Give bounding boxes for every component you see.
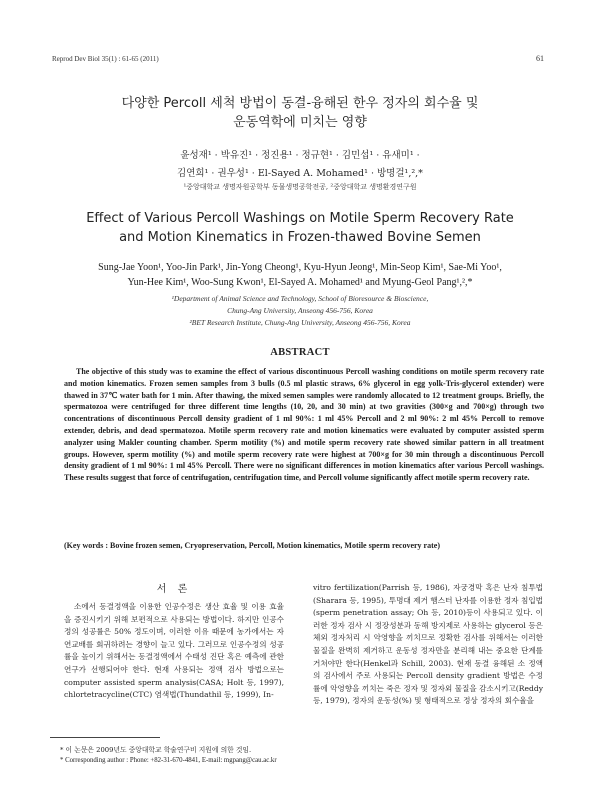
english-title-line1: Effect of Various Percoll Washings on Motile Sperm Recovery Rate (86, 211, 514, 226)
funding-footnote: * 이 논문은 2009년도 중앙대학교 학술연구비 지원에 의한 것임. (60, 746, 252, 754)
corresponding-author-footnote: * Corresponding author : Phone: +82-31-670-4841, E-mail: mgpang@cau.ac.kr (60, 757, 277, 764)
english-authors-line2: Yun-Hee Kim¹, Woo-Sung Kwon¹, El-Sayed A. Mohamed¹ and Myung-Geol Pang¹,²,* (127, 277, 473, 288)
abstract-text: The objective of this study was to examine the effect of various discontinuous Percoll washing conditions on motile sperm recovery rate and motion kinematics. Frozen semen samples from 3 bulls (0.5 ml plastic straws, 6% glycerol in egg yolk-Tris-glycerol extender) were thawed in 37℃ water bath for 1 min. After thawing, the mixed semen samples were randomly allocated to 12 treatment groups. Briefly, the spermatozoa were centrifuged for three different time lengths (10, 20, and 30 min) at two gravities (300×g and 700×g) through two concentrations of discontinuous Percoll density gradient of 1 ml 90%: 1 ml 45% Percoll and 2 ml 90%: 2 ml 45% Percoll to remove extender, debris, and dead spermatozoa. Motile sperm recovery rate and motion kinematics were evaluated by computer assisted sperm analyzer using Makler counting chamber. Sperm motility (%) and motile sperm recovery rate showed similar pattern in all treatment groups. However, sperm motility (%) and motile sperm recovery rate were highest at 700×g for 30 min through a discontinuous Percoll density gradient of 1 ml 90%: 1 ml 45% Percoll. There were no significant differences in motion kinematics after various Percoll washings. These results suggest that force of centrifugation, centrifugation time, and Percoll volume significantly affect motile sperm recovery rate. (64, 367, 544, 483)
intro-right-column: vitro fertilization(Parrish 등, 1986), 자궁경막 혹은 난자 침투법(Sharara 등, 1995), 투명대 제거 햄스터 난자를 이용한 정자 침입법 (sperm penetration assay; Oh 등, 2010)등이 사용되고 있다. 이러한 정자 검사 시 정장성분과 동해 방지제로 사용하는 glycerol 등은 체외 정자처리 시 악영향을 끼치므로 정확한 검사를 위해서는 이러한 물질을 완벽히 제거하고 운동성 정자만을 분리해 내는 중요한 단계를 거쳐야만 한다(Henkel과 Schill, 2003). 현재 동결 융해된 소 정액의 검사에서 주로 사용되는 Percoll density gradient 방법은 수정률에 악영향을 끼치는 죽은 정자 및 정자외 물질을 감소시키고(Reddy 등, 1979), 정자의 운동성(%) 및 형태적으로 정상 정자의 회수율을 (313, 583, 543, 706)
english-title-line2: and Motion Kinematics in Frozen-thawed Bovine Semen (119, 230, 481, 245)
intro-left-column: 소에서 동결정액을 이용한 인공수정은 생산 효율 및 이용 효율을 증진시키기 위해 보편적으로 사용되는 방법이다. 하지만 인공수정의 성공률은 50% 정도이며, 이러한 이유 때문에 농가에서는 자연교배를 회귀하려는 경향이 늘고 있다. 그러므로 인공수정의 성공률을 높이기 위해서는 동결정액에서 수태성 진단 혹은 예측에 관한 연구가 선행되어야 한다. 현재 사용되는 정액 검사 방법으로는 computer assisted sperm analysis(CASA; Holt 등, 1997), chlortetracycline(CTC) 염색법(Thundathil 등, 1999), In- (64, 602, 284, 700)
korean-title-line2: 운동역학에 미치는 영향 (233, 115, 367, 130)
english-affiliation-2: ²BET Research Institute, Chung-Ang University, Anseong 456-756, Korea (189, 318, 411, 327)
english-affiliation-1a: ¹Department of Animal Science and Technology, School of Bioresource & Bioscience, (171, 294, 429, 303)
journal-citation: Reprod Dev Biol 35(1) : 61-65 (2011) (52, 55, 159, 63)
korean-authors-line1: 윤성재¹ · 박유진¹ · 정진용¹ · 정규현¹ · 김민섭¹ · 유새미¹ · (180, 150, 420, 161)
page-number: 61 (536, 54, 544, 63)
korean-title-line1: 다양한 Percoll 세척 방법이 동결-융해된 한우 정자의 회수율 및 (121, 96, 479, 111)
abstract-heading: ABSTRACT (270, 347, 330, 358)
english-authors-line1: Sung-Jae Yoon¹, Yoo-Jin Park¹, Jin-Yong Cheong¹, Kyu-Hyun Jeong¹, Min-Seop Kim¹, Sae-Mi Yoo¹, (98, 262, 502, 273)
footnote-rule (50, 737, 160, 738)
introduction-heading: 서 론 (156, 584, 192, 595)
keywords: (Key words : Bovine frozen semen, Cryopreservation, Percoll, Motion kinematics, Motile sperm recovery rate) (64, 541, 440, 550)
korean-authors-line2: 김연희¹ · 권우성¹ · El-Sayed A. Mohamed¹ · 방명걸¹,²,* (177, 168, 423, 179)
korean-affiliation: ¹중앙대학교 생명자원공학부 동물생명공학전공, ²중앙대학교 생명환경연구원 (183, 183, 417, 191)
english-affiliation-1b: Chung-Ang University, Anseong 456-756, Korea (227, 306, 373, 315)
